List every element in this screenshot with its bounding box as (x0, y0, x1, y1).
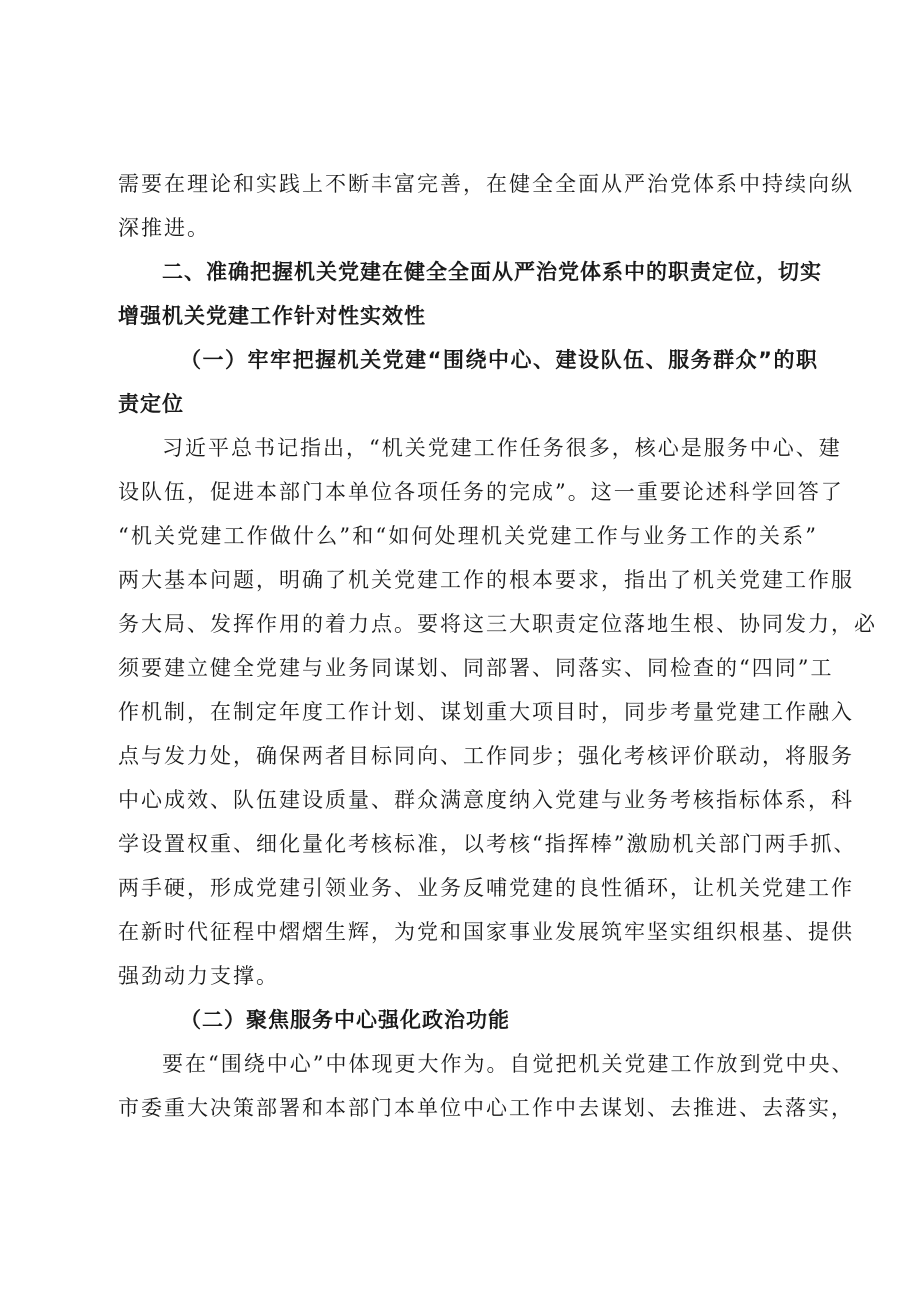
body-text-line: 须要建立健全党建与业务同谋划、同部署、同落实、同检查的“四同”工 (118, 656, 834, 680)
subsection-heading-line: （二）聚焦服务中心强化政治功能 (180, 1008, 510, 1032)
body-text-line: “机关党建工作做什么”和“如何处理机关党建工作与业务工作的关系” (118, 524, 818, 548)
body-text-line: 习近平总书记指出，“机关党建工作任务很多，核心是服务中心、建 (162, 436, 842, 460)
body-text-line: 点与发力处，确保两者目标同向、工作同步；强化考核评价联动，将服务 (118, 744, 854, 768)
section-heading-line: 二、准确把握机关党建在健全全面从严治党体系中的职责定位，切实 (162, 260, 822, 284)
body-text-line: 学设置权重、细化量化考核标准，以考核“指挥棒”激励机关部门两手抓、 (118, 832, 857, 856)
body-text-line: 务大局、发挥作用的着力点。要将这三大职责定位落地生根、协同发力，必 (118, 612, 877, 636)
body-text-line: 在新时代征程中熠熠生辉，为党和国家事业发展筑牢坚实组织根基、提供 (118, 920, 854, 944)
body-text-line: 市委重大决策部署和本部门本单位中心工作中去谋划、去推进、去落实， (118, 1096, 854, 1120)
body-text-line: 设队伍，促进本部门本单位各项任务的完成”。这一重要论述科学回答了 (118, 480, 844, 504)
body-text-line: 作机制，在制定年度工作计划、谋划重大项目时，同步考量党建工作融入 (118, 700, 854, 724)
body-text-line: 两大基本问题，明确了机关党建工作的根本要求，指出了机关党建工作服 (118, 568, 854, 592)
body-text-line: 需要在理论和实践上不断丰富完善，在健全全面从严治党体系中持续向纵 (118, 172, 854, 196)
section-heading-line: 增强机关党建工作针对性实效性 (118, 304, 426, 328)
body-text-line: 要在“围绕中心”中体现更大作为。自觉把机关党建工作放到党中央、 (162, 1052, 855, 1076)
body-text-line: 深推进。 (118, 216, 210, 240)
body-text-line: 强劲动力支撑。 (118, 964, 279, 988)
subsection-heading-line: 责定位 (118, 392, 184, 416)
body-text-line: 两手硬，形成党建引领业务、业务反哺党建的良性循环，让机关党建工作 (118, 876, 854, 900)
subsection-heading-line: （一）牢牢把握机关党建“围绕中心、建设队伍、服务群众”的职 (180, 348, 818, 372)
body-text-line: 中心成效、队伍建设质量、群众满意度纳入党建与业务考核指标体系，科 (118, 788, 854, 812)
